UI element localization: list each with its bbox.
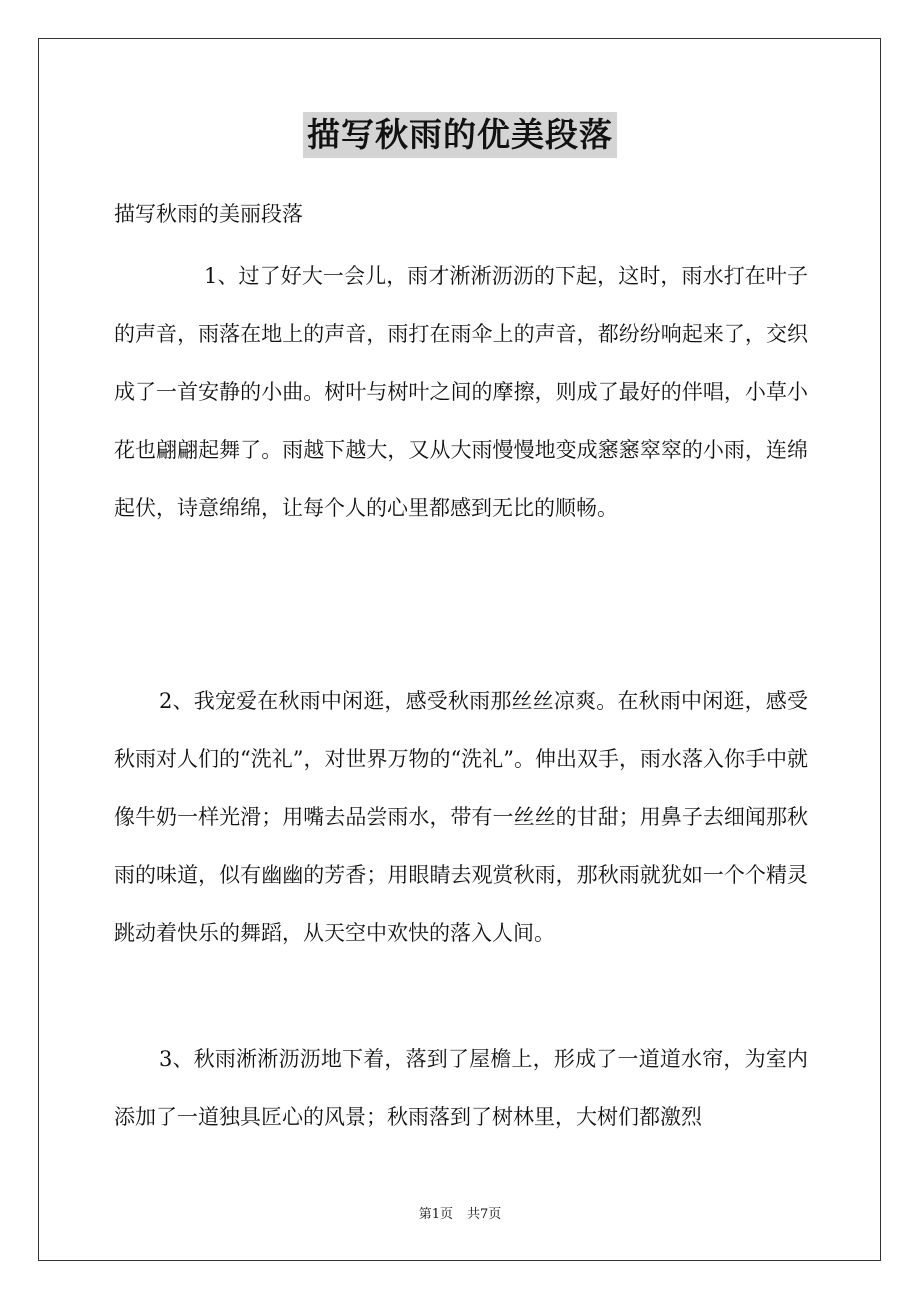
page-number: 第1页	[418, 1207, 453, 1222]
paragraph-1: 1、过了好大一会儿，雨才淅淅沥沥的下起，这时，雨水打在叶子的声音，雨落在地上的声音，雨打在雨伞上的声音，都纷纷响起来了，交织成了一首安静的小曲。树叶与树叶之间的摩擦，则成了最好的伴唱，小草小花也翩翩起舞了。雨越下越大，又从大雨慢慢地变成窸窸窣窣的小雨，连绵起伏，诗意绵绵，让每个人的心里都感到无比的顺畅。	[114, 264, 808, 520]
document-subtitle: 描写秋雨的美丽段落	[114, 202, 303, 226]
paragraph-2: 2、我宠爱在秋雨中闲逛，感受秋雨那丝丝凉爽。在秋雨中闲逛，感受秋雨对人们的“洗礼”，对世界万物的“洗礼”。伸出双手，雨水落入你手中就像牛奶一样光滑；用嘴去品尝雨水，带有一丝丝的甘甜；用鼻子去细闻那秋雨的味道，似有幽幽的芳香；用眼睛去观赏秋雨，那秋雨就犹如一个个精灵跳动着快乐的舞蹈，从天空中欢快的落入人间。	[114, 689, 808, 945]
title-container	[0, 112, 920, 158]
page-footer	[0, 1206, 920, 1224]
document-title: 描写秋雨的优美段落	[303, 112, 617, 158]
page-total: 共7页	[467, 1207, 502, 1222]
paragraph-3: 3、秋雨淅淅沥沥地下着，落到了屋檐上，形成了一道道水帘，为室内添加了一道独具匠心的风景；秋雨落到了树林里，大树们都激烈	[114, 1047, 808, 1129]
